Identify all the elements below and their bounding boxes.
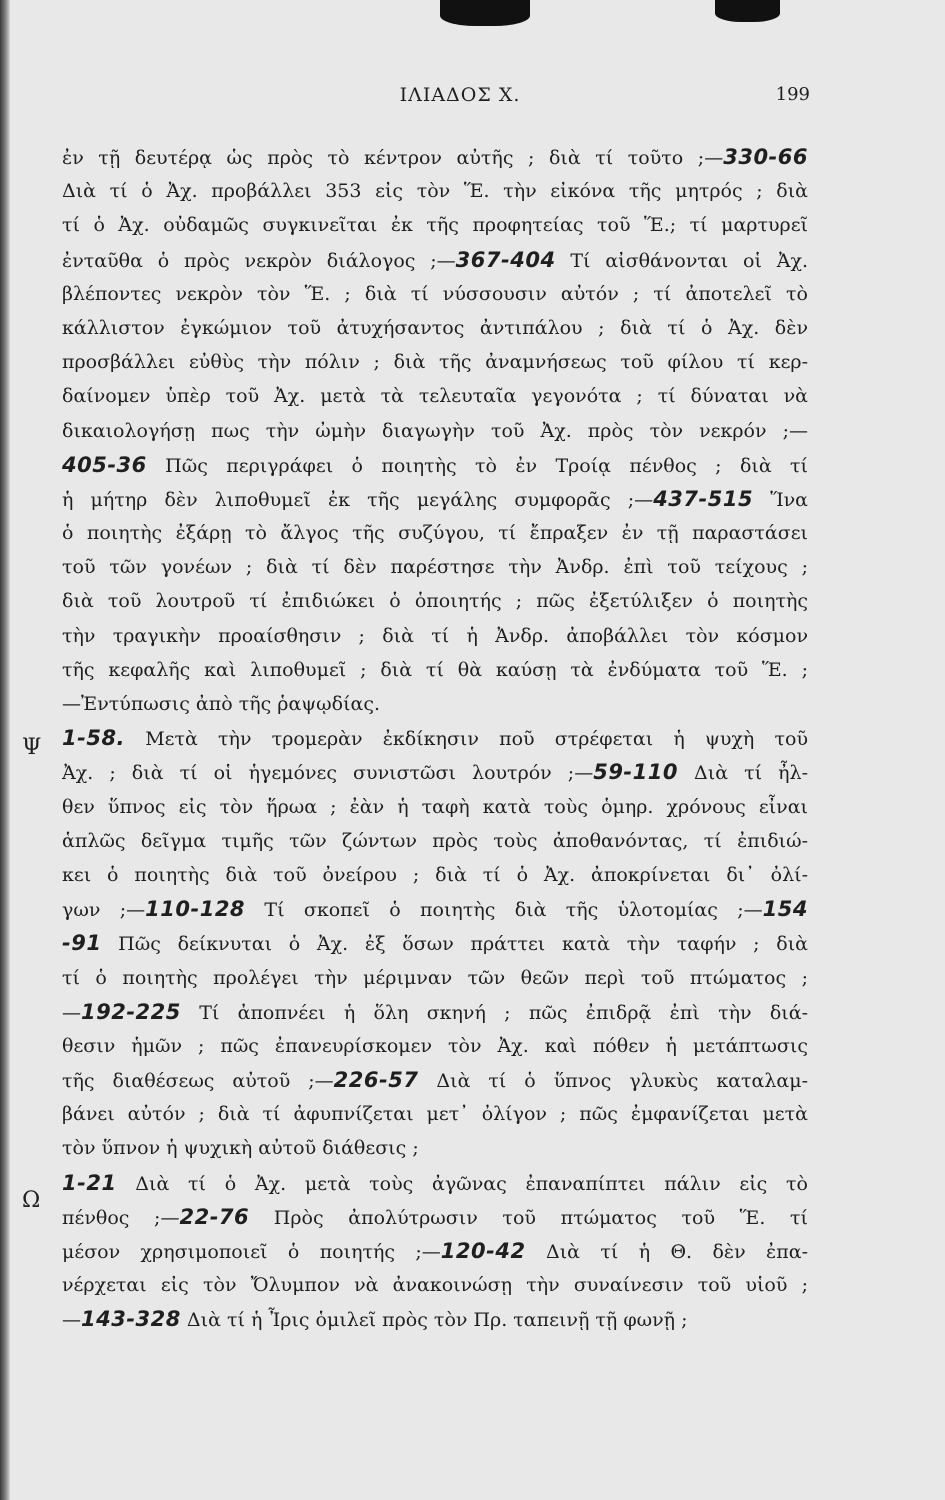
ink-blot-left <box>440 0 530 26</box>
text-segment: Διὰ τί ἡ Ἶρις ὁμιλεῖ πρὸς τὸν Πρ. ταπεινῇ τῇ φωνῇ ; <box>180 1309 688 1332</box>
text-segment: βάνει αὐτόν ; διὰ τί ἀφυπνίζεται μετ᾽ ὀλίγον ; πῶς ἐμφανίζεται μετὰ <box>62 1103 808 1126</box>
page-title: ΙΛΙΑΔΟΣ Χ. <box>399 84 521 106</box>
text-segment: νέρχεται εἰς τὸν Ὄλυμπον νὰ ἀνακοινώσῃ τὴν συναίνεσιν τοῦ υἱοῦ ; <box>62 1274 808 1297</box>
text-line <box>62 174 808 208</box>
text-segment: ἁπλῶς δεῖγμα τιμῆς τῶν ζώντων πρὸς τοὺς ἀποθανόντας, τί ἐπιδιώ- <box>62 829 808 852</box>
text-segment: τὸν ὕπνον ἡ ψυχικὴ αὐτοῦ διάθεσις ; <box>62 1137 419 1160</box>
text-segment: τῆς κεφαλῆς καὶ λιποθυμεῖ ; διὰ τί θὰ καύσῃ τὰ ἐνδύματα τοῦ Ἕ. ; <box>62 658 808 681</box>
page-edge <box>0 0 10 1500</box>
text-segment: Μετὰ τὴν τρομερὰν ἐκδίκησιν ποῦ στρέφεται ἡ ψυχὴ τοῦ <box>125 728 808 751</box>
text-segment: ὁ ποιητὴς ἐξάρῃ τὸ ἄλγος τῆς συζύγου, τί ἔπραξεν ἐν τῇ παραστάσει <box>62 522 808 545</box>
text-segment: ἡ μήτηρ δὲν λιποθυμεῖ ἐκ τῆς μεγάλης συμφορᾶς ;— <box>62 488 654 511</box>
margin-marker-omega: Ω <box>22 1188 41 1213</box>
verse-reference: 226-57 <box>333 1068 419 1093</box>
text-segment: — <box>62 1309 81 1332</box>
text-line <box>62 140 808 174</box>
text-segment: Διὰ τί ὁ ὕπνος γλυκὺς καταλαμ- <box>418 1070 809 1093</box>
text-segment: προσβάλλει εὐθὺς τὴν πόλιν ; διὰ τῆς ἀναμνήσεως τοῦ φίλου τί κερ- <box>62 351 808 374</box>
verse-reference: 59-110 <box>593 760 678 785</box>
verse-reference: 120-42 <box>440 1239 526 1263</box>
text-line <box>62 277 808 311</box>
text-segment: πένθος ;— <box>62 1206 180 1229</box>
text-segment: τί ὁ Ἀχ. οὐδαμῶς συγκινεῖται ἐκ τῆς προφητείας τοῦ Ἕ.; τί μαρτυρεῖ <box>62 214 808 237</box>
text-line <box>62 243 808 277</box>
text-line <box>62 1166 808 1200</box>
margin-marker-psi: Ψ <box>22 735 42 760</box>
text-line <box>62 1097 808 1131</box>
text-segment: κει ὁ ποιητὴς διὰ τοῦ ὀνείρου ; διὰ τί ὁ Ἀχ. ἀποκρίνεται δι᾽ ὀλί- <box>62 863 808 886</box>
text-line <box>62 482 808 516</box>
verse-reference: 143-328 <box>81 1307 181 1332</box>
text-line <box>62 653 808 687</box>
text-line <box>62 858 808 892</box>
verse-reference: 330-66 <box>723 145 808 169</box>
text-line <box>62 926 808 960</box>
text-segment: Διὰ τί ὁ Ἀχ. μετὰ τοὺς ἀγῶνας ἐπαναπίπτει πάλιν εἰς τὸ <box>116 1172 808 1195</box>
text-line <box>62 824 808 858</box>
text-segment: —Ἐντύπωσις ἀπὸ τῆς ῥαψῳδίας. <box>62 693 381 715</box>
text-segment: δικαιολογήσῃ πως τὴν ὠμὴν διαγωγὴν τοῦ Ἀχ. πρὸς τὸν νεκρόν ;— <box>62 419 808 442</box>
text-segment: Τί ἀποπνέει ἡ ὅλη σκηνή ; πῶς ἐπιδρᾷ ἐπὶ τὴν διά- <box>180 1001 808 1024</box>
page-number: 199 <box>775 84 810 105</box>
text-segment: τοῦ τῶν γονέων ; διὰ τί δὲν παρέστησε τὴν Ἀνδρ. ἐπὶ τοῦ τείχους ; <box>62 556 808 579</box>
text-line <box>62 208 808 242</box>
text-segment: Διὰ τί ὁ Ἀχ. προβάλλει 353 εἰς τὸν Ἕ. τὴν εἰκόνα τῆς μητρός ; διὰ <box>62 180 808 203</box>
verse-reference: 110-128 <box>145 897 246 922</box>
text-line <box>62 995 808 1029</box>
text-segment: Ἀχ. ; διὰ τί οἱ ἡγεμόνες συνιστῶσι λουτρόν ;— <box>62 762 594 785</box>
text-segment: βλέποντες νεκρὸν τὸν Ἕ. ; διὰ τί νύσσουσιν αὐτόν ; τί ἀποτελεῖ τὸ <box>62 282 808 305</box>
text-line <box>62 1302 808 1336</box>
text-line <box>62 755 808 789</box>
text-line <box>62 379 808 413</box>
verse-reference: -91 <box>62 931 102 956</box>
text-line <box>62 790 808 824</box>
text-segment: διὰ τοῦ λουτροῦ τί ἐπιδιώκει ὁ ὁποιητής ; πῶς ἐξετύλιξεν ὁ ποιητὴς <box>62 590 808 613</box>
text-segment: Πῶς δείκνυται ὁ Ἀχ. ἐξ ὅσων πράττει κατὰ τὴν ταφήν ; διὰ <box>101 933 808 956</box>
verse-reference: 1-58. <box>62 726 126 751</box>
text-line <box>62 311 808 345</box>
text-line <box>62 1131 808 1165</box>
text-segment: Τί σκοπεῖ ὁ ποιητὴς διὰ τῆς ὑλοτομίας ;— <box>245 899 763 922</box>
text-segment: ἐνταῦθα ὁ πρὸς νεκρὸν διάλογος ;— <box>62 249 456 272</box>
text-line <box>62 1268 808 1302</box>
text-segment: Διὰ τί ἦλ- <box>677 762 808 785</box>
text-segment: θεν ὕπνος εἰς τὸν ἥρωα ; ἐὰν ἡ ταφὴ κατὰ τοὺς ὁμηρ. χρόνους εἶναι <box>62 795 808 818</box>
text-line <box>62 516 808 550</box>
text-segment: Τί αἰσθάνονται οἱ Ἀχ. <box>555 249 808 272</box>
text-line <box>62 448 808 482</box>
text-line <box>62 414 808 448</box>
text-line <box>62 345 808 379</box>
text-segment: δαίνομεν ὑπὲρ τοῦ Ἀχ. μετὰ τὰ τελευταῖα γεγονότα ; τί δύναται νὰ <box>62 385 808 408</box>
text-segment: τὴν τραγικὴν προαίσθησιν ; διὰ τί ἡ Ἀνδρ. ἀποβάλλει τὸν κόσμον <box>62 624 808 647</box>
body-text <box>62 140 808 1337</box>
text-segment: κάλλιστον ἐγκώμιον τοῦ ἀτυχήσαντος ἀντιπάλου ; διὰ τί ὁ Ἀχ. δὲν <box>62 316 808 339</box>
text-line <box>62 619 808 653</box>
verse-reference: 405-36 <box>62 452 147 477</box>
verse-reference: 437-515 <box>653 486 754 511</box>
verse-reference: 367-404 <box>455 247 556 272</box>
verse-reference: 1-21 <box>62 1170 117 1195</box>
text-line <box>62 1063 808 1097</box>
text-segment: γων ;— <box>62 899 146 922</box>
text-segment: θεσιν ἡμῶν ; πῶς ἐπανευρίσκομεν τὸν Ἀχ. καὶ πόθεν ἡ μετάπτωσις <box>62 1034 808 1057</box>
text-segment: μέσον χρησιμοποιεῖ ὁ ποιητής ;— <box>62 1241 441 1263</box>
text-segment: Ἵνα <box>753 488 808 511</box>
verse-reference: 154 <box>762 897 808 922</box>
text-line <box>62 1200 808 1234</box>
running-header <box>60 84 820 114</box>
text-segment: — <box>62 1001 81 1024</box>
verse-reference: 22-76 <box>179 1204 250 1229</box>
ink-blot-right <box>715 0 780 22</box>
text-segment: ἐν τῇ δευτέρᾳ ὡς πρὸς τὸ κέντρον αὐτῆς ; διὰ τί τοῦτο ;— <box>62 147 724 169</box>
text-line <box>62 961 808 995</box>
text-line <box>62 721 808 755</box>
text-segment: Πρὸς ἀπολύτρωσιν τοῦ πτώματος τοῦ Ἕ. τί <box>249 1206 808 1229</box>
verse-reference: 192-225 <box>81 999 181 1024</box>
text-line <box>62 550 808 584</box>
text-line <box>62 1029 808 1063</box>
text-line <box>62 584 808 618</box>
text-segment: τῆς διαθέσεως αὐτοῦ ;— <box>62 1070 334 1093</box>
text-line <box>62 1234 808 1268</box>
text-line <box>62 687 808 721</box>
text-line <box>62 892 808 926</box>
text-segment: Πῶς περιγράφει ὁ ποιητὴς τὸ ἐν Τροίᾳ πένθος ; διὰ τί <box>146 454 808 477</box>
text-segment: τί ὁ ποιητὴς προλέγει τὴν μέριμναν τῶν θεῶν περὶ τοῦ πτώματος ; <box>62 966 808 989</box>
text-segment: Διὰ τί ἡ Θ. δὲν ἐπα- <box>525 1241 808 1263</box>
